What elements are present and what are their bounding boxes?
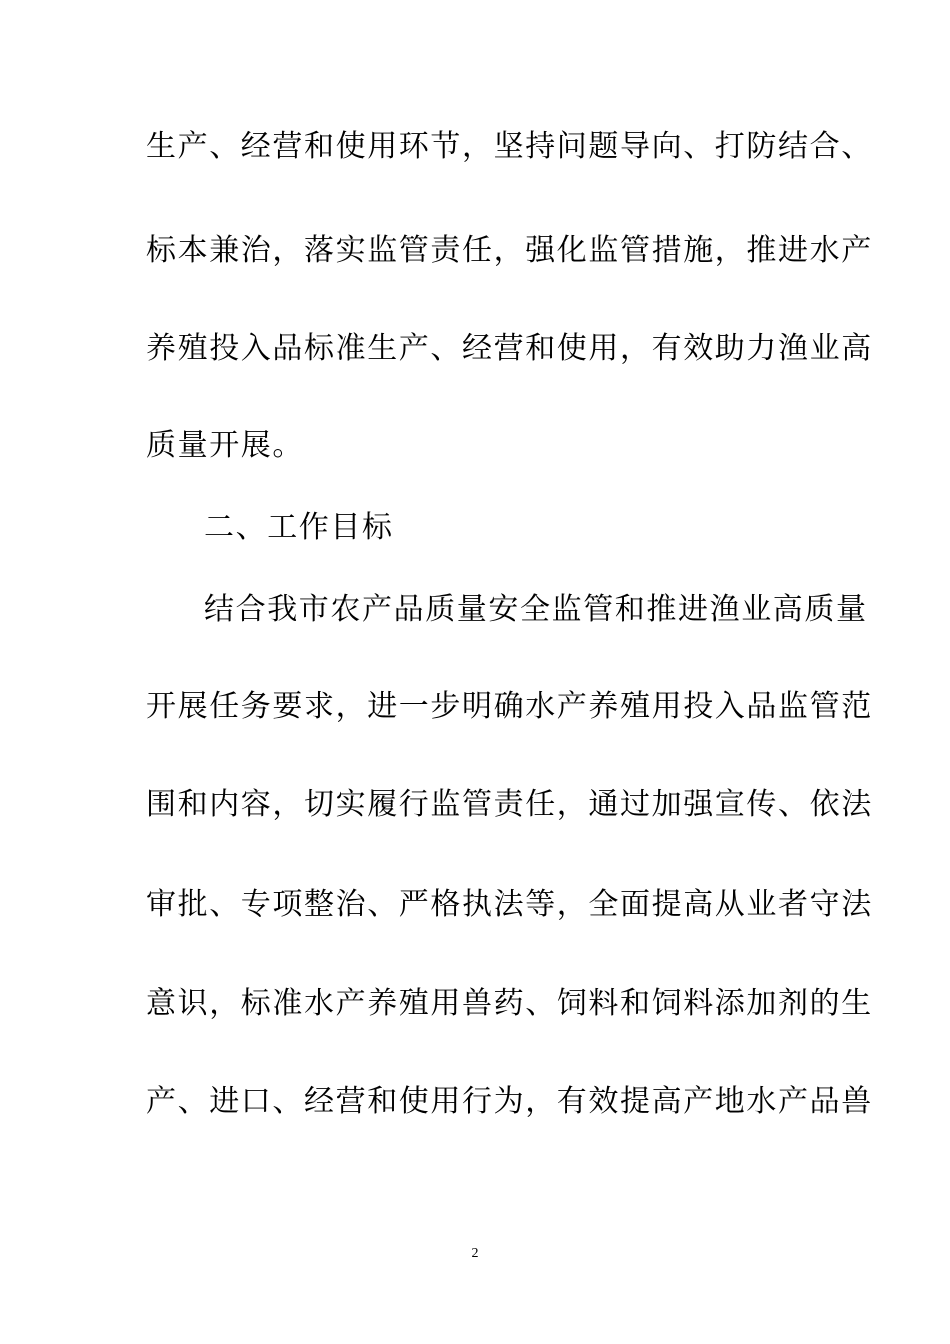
paragraph-2-line-5: 意识，标准水产养殖用兽药、饲料和饲料添加剂的生 — [146, 986, 873, 1021]
section-heading: 二、工作目标 — [204, 510, 394, 545]
paragraph-1-line-2: 标本兼治，落实监管责任，强化监管措施，推进水产 — [146, 233, 873, 268]
paragraph-2-line-2: 开展任务要求，进一步明确水产养殖用投入品监管范 — [146, 689, 873, 724]
paragraph-2-line-4: 审批、专项整治、严格执法等，全面提高从业者守法 — [146, 887, 873, 922]
paragraph-2-line-1: 结合我市农产品质量安全监管和推进渔业高质量 — [204, 592, 868, 627]
paragraph-1-line-1: 生产、经营和使用环节，坚持问题导向、打防结合、 — [146, 129, 873, 164]
paragraph-2-line-6: 产、进口、经营和使用行为，有效提高产地水产品兽 — [146, 1084, 873, 1119]
paragraph-2-line-3: 围和内容，切实履行监管责任，通过加强宣传、依法 — [146, 787, 873, 822]
paragraph-1-line-3: 养殖投入品标准生产、经营和使用，有效助力渔业高 — [146, 331, 873, 366]
page-number: 2 — [471, 1246, 479, 1261]
paragraph-1-line-4: 质量开展。 — [146, 428, 304, 463]
